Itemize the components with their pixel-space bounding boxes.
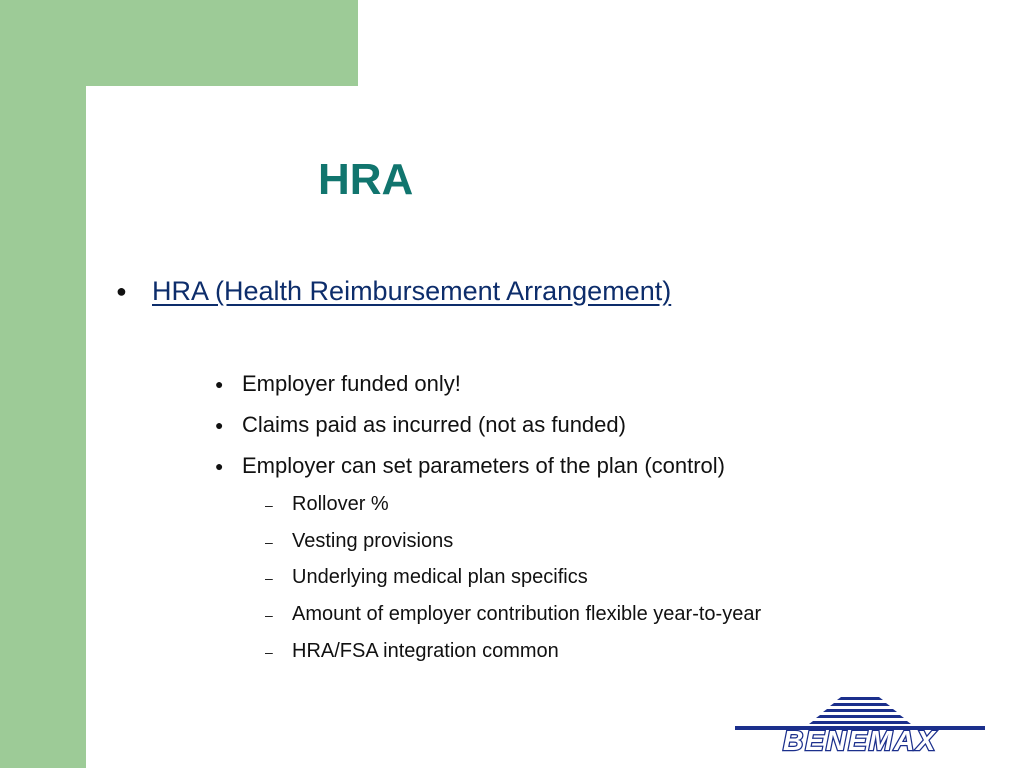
dash-icon: – [265, 533, 273, 550]
sub-sub-bullet-text: Vesting provisions [292, 530, 454, 552]
sub-bullet-text: Claims paid as incurred (not as funded) [242, 412, 626, 437]
bullet-icon: ● [215, 417, 224, 433]
sub-bullet-text: Employer funded only! [242, 371, 461, 396]
logo-wordmark: BENEMAX [782, 725, 938, 755]
dash-icon: – [265, 643, 273, 660]
sub-sub-bullet [265, 493, 389, 516]
bullet-icon: ● [116, 281, 127, 301]
pyramid-stripes-icon [809, 697, 911, 724]
sub-sub-bullet-text: HRA/FSA integration common [292, 640, 559, 662]
sub-sub-bullet [265, 640, 559, 663]
sub-bullet [215, 412, 626, 438]
green-accent-top [0, 0, 358, 86]
green-accent-left [0, 0, 86, 768]
slide-title: HRA [318, 155, 414, 204]
main-bullet-link[interactable]: HRA (Health Reimbursement Arrangement) [152, 276, 672, 306]
sub-bullet [215, 453, 725, 479]
sub-bullet [215, 371, 461, 397]
main-bullet [116, 276, 671, 307]
dash-icon: – [265, 496, 273, 513]
sub-sub-bullet [265, 530, 453, 553]
dash-icon: – [265, 606, 273, 623]
sub-sub-bullet [265, 603, 761, 626]
dash-icon: – [265, 569, 273, 586]
sub-sub-bullet-text: Underlying medical plan specifics [292, 566, 588, 588]
bullet-icon: ● [215, 376, 224, 392]
sub-sub-bullet-text: Amount of employer contribution flexible year-to-year [292, 603, 762, 625]
bullet-icon: ● [215, 458, 224, 474]
sub-sub-bullet-text: Rollover % [292, 493, 389, 515]
sub-bullet-text: Employer can set parameters of the plan (control) [242, 453, 726, 478]
sub-sub-bullet [265, 566, 588, 589]
benemax-logo [733, 695, 988, 755]
